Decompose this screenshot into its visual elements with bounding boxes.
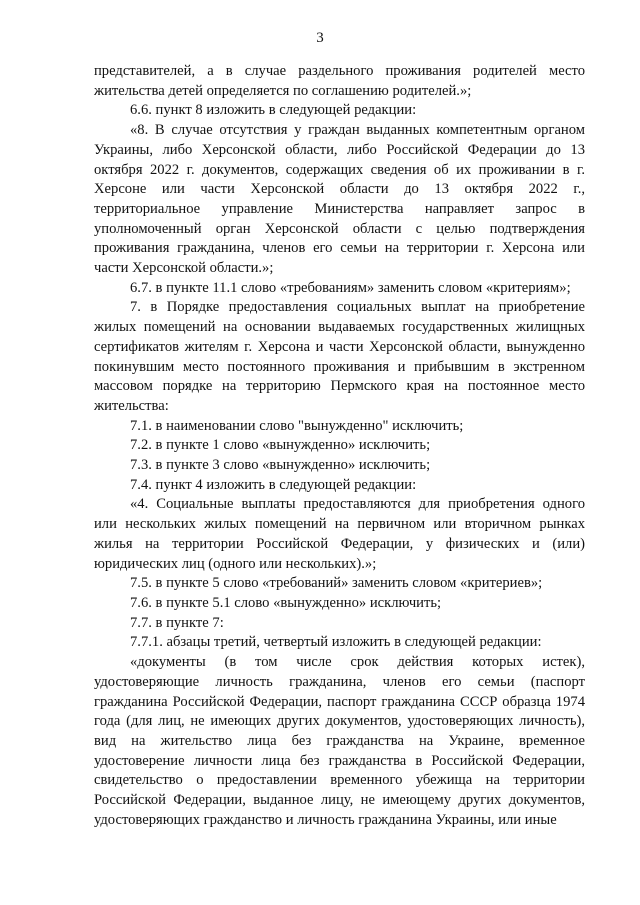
paragraph-12: 7.6. в пункте 5.1 слово «вынужденно» исключить; <box>130 594 442 611</box>
paragraph-8: 7.3. в пункте 3 слово «вынужденно» исключить; <box>130 457 431 474</box>
paragraph-14: 7.7.1. абзацы третий, четвертый изложить в следующей редакции: <box>130 634 542 651</box>
paragraph-15: «документы (в том числе срок действия которых истек), удостоверяющие личность гражданина, членов его семьи (паспорт гражданина Российской Федерации, паспорт гражданина СССР образца 1974 года (для лиц, не имеющих других документов, удостоверяющих личность), вид на жительство лица без гражданства на Украине, временное удостоверение личности лица без гражданства в Российской Федерации, свидетельство о предоставлении временного убежища на территории Российской Федерации, выданное лицу, не имеющему других документов, удостоверяющих гражданство и личность гражданина Украины, или иные <box>94 654 585 828</box>
page-number: 3 <box>316 30 324 46</box>
paragraph-11: 7.5. в пункте 5 слово «требований» заменить словом «критериев»; <box>130 575 543 592</box>
paragraph-3: «8. В случае отсутствия у граждан выданных компетентным органом Украины, либо Херсонской области, либо Российской Федерации до 13 октября 2022 г. документов, содержащих сведения об их проживании в г. Херсоне или части Херсонской области до 13 октября 2022 г., территориальное управление Министерства направляет запрос в уполномоченный орган Херсонской области с целью подтверждения проживания гражданина, членов его семьи на территории г. Херсона или части Херсонской области.»; <box>94 122 585 277</box>
paragraph-4: 6.7. в пункте 11.1 слово «требованиям» заменить словом «критериям»; <box>130 279 571 296</box>
paragraph-13: 7.7. в пункте 7: <box>130 614 224 631</box>
paragraph-10: «4. Социальные выплаты предоставляются для приобретения одного или нескольких жилых помещений на первичном или вторичном рынках жилья на территории Российской Федерации, у физических и (или) юридических лиц (одного или нескольких).»; <box>94 496 585 572</box>
paragraph-1: представителей, а в случае раздельного проживания родителей место жительства детей определяется по соглашению родителей.»; <box>94 63 585 99</box>
paragraph-9: 7.4. пункт 4 изложить в следующей редакции: <box>130 476 417 493</box>
paragraph-5: 7. в Порядке предоставления социальных выплат на приобретение жилых помещений на основании выдаваемых государственных жилищных сертификатов жителям г. Херсона и части Херсонской области, вынужденно покинувшим место постоянного проживания и прибывшим в экстренном массовом порядке на территорию Пермского края на постоянное место жительства: <box>94 299 585 414</box>
document-body <box>94 62 585 830</box>
paragraph-7: 7.2. в пункте 1 слово «вынужденно» исключить; <box>130 437 431 454</box>
paragraph-2: 6.6. пункт 8 изложить в следующей редакции: <box>130 102 417 119</box>
paragraph-6: 7.1. в наименовании слово "вынужденно" исключить; <box>130 417 464 434</box>
